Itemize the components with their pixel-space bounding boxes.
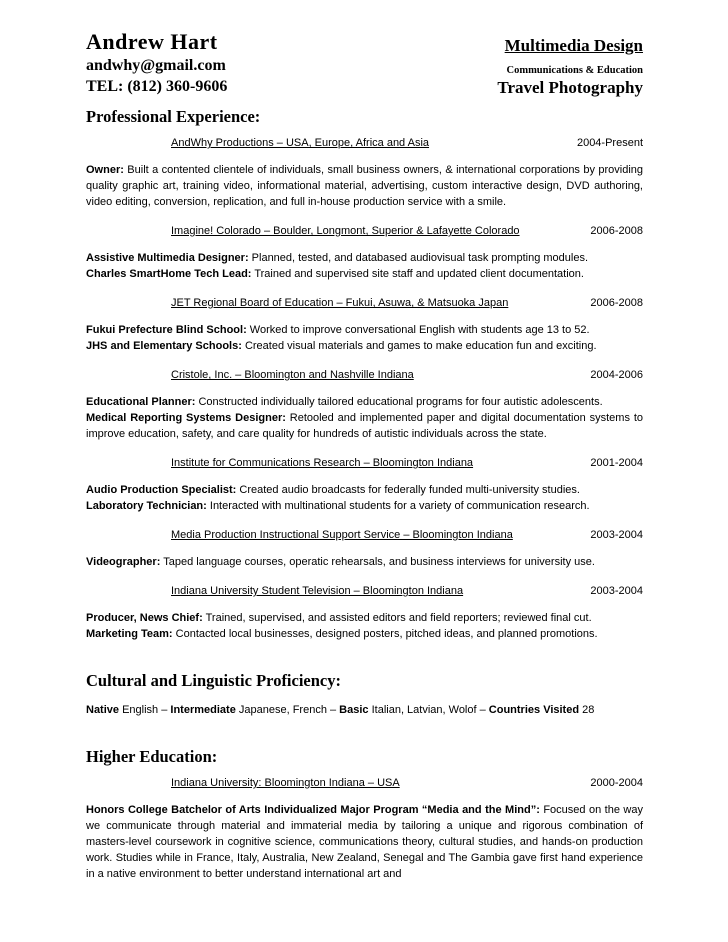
applicant-name: Andrew Hart	[86, 29, 218, 54]
job-org-row	[171, 584, 643, 598]
education-description	[86, 802, 643, 882]
job-org-row	[171, 456, 643, 470]
job-title: Medical Reporting Systems Designer:	[86, 412, 286, 424]
intermediate-label: Intermediate	[170, 704, 236, 716]
job-org-row	[171, 296, 643, 310]
job-duty	[86, 162, 643, 210]
job-org-row	[171, 528, 643, 542]
basic-value: Italian, Latvian, Wolof –	[368, 704, 489, 716]
basic-label: Basic	[339, 704, 369, 716]
job-description	[86, 250, 643, 282]
education-degree: Honors College Batchelor of Arts Individualized Major Program “Media and the Mind”:	[86, 804, 540, 816]
header-row-1	[86, 28, 643, 56]
education-org-row	[171, 776, 643, 790]
job-duty	[86, 410, 643, 442]
section-title-cultural: Cultural and Linguistic Proficiency:	[86, 671, 341, 690]
job-description	[86, 322, 643, 354]
job-years: 2004-2006	[590, 369, 643, 381]
job-title: Charles SmartHome Tech Lead:	[86, 268, 252, 280]
job-duty-text: Worked to improve conversational English with students age 13 to 52.	[246, 324, 590, 336]
job-description	[86, 610, 643, 642]
job-duty-text: Constructed individually tailored educational programs for four autistic adolescents.	[195, 396, 603, 408]
job-duty-text: Retooled and implemented paper and digital documentation systems to improve education, safety, and care quality for hundreds of autistic individuals across the state.	[86, 412, 643, 440]
job-duty-text: Interacted with multinational students for a variety of communication research.	[206, 500, 590, 512]
job-duty-text: Planned, tested, and databased audiovisual task prompting modules.	[248, 252, 588, 264]
job-duty-text: Trained and supervised site staff and updated client documentation.	[251, 268, 584, 280]
job-description	[86, 554, 643, 570]
job-organization: Institute for Communications Research – Bloomington Indiana	[171, 457, 474, 469]
job-organization: Indiana University Student Television – Bloomington Indiana	[171, 585, 464, 597]
job-duty	[86, 554, 643, 570]
section-title-education: Higher Education:	[86, 747, 218, 766]
job-title: Fukui Prefecture Blind School:	[86, 324, 247, 336]
job-duty-text: Built a contented clientele of individuals, small business owners, & international corporations by providing quality graphic art, training video, informational material, advertising, custom interactive design, DVD authoring, video editing, conversion, replication, and full in-house production service with a smile.	[86, 164, 643, 208]
job-duty	[86, 394, 643, 410]
education-org: Indiana University: Bloomington Indiana – USA	[171, 777, 400, 789]
header-row-3	[86, 76, 643, 98]
job-organization: Media Production Instructional Support Service – Bloomington Indiana	[171, 529, 513, 541]
job-years: 2006-2008	[590, 297, 643, 309]
job-duty	[86, 338, 643, 354]
section-title-experience: Professional Experience:	[86, 107, 261, 126]
education-years: 2000-2004	[590, 777, 643, 789]
applicant-phone: TEL: (812) 360-9606	[86, 78, 228, 95]
specialty-communications: Communications & Education	[506, 65, 643, 76]
job-years: 2001-2004	[590, 457, 643, 469]
job-years: 2006-2008	[590, 225, 643, 237]
job-description	[86, 162, 643, 210]
job-org-row	[171, 136, 643, 150]
job-duty	[86, 498, 643, 514]
job-title: Owner:	[86, 164, 124, 176]
job-org-row	[171, 368, 643, 382]
job-duty	[86, 266, 643, 282]
job-duty-text: Created visual materials and games to make education fun and exciting.	[241, 340, 597, 352]
job-organization: Cristole, Inc. – Bloomington and Nashville Indiana	[171, 369, 414, 381]
job-title: JHS and Elementary Schools:	[86, 340, 242, 352]
resume-page	[86, 28, 643, 882]
job-duty-text: Taped language courses, operatic rehearsals, and business interviews for university use.	[160, 556, 595, 568]
job-description	[86, 482, 643, 514]
job-duty-text: Created audio broadcasts for federally funded multi-university studies.	[236, 484, 580, 496]
job-org-row	[171, 224, 643, 238]
countries-label: Countries Visited	[488, 704, 580, 716]
applicant-email: andwhy@gmail.com	[86, 57, 226, 74]
job-title: Producer, News Chief:	[86, 612, 203, 624]
job-years: 2004-Present	[576, 137, 643, 149]
job-years: 2003-2004	[590, 529, 643, 541]
job-duty	[86, 610, 643, 626]
header-row-2	[86, 56, 643, 76]
job-duty	[86, 626, 643, 642]
job-title: Laboratory Technician:	[86, 500, 207, 512]
job-duty-text: Trained, supervised, and assisted editors and field reporters; reviewed final cut.	[202, 612, 592, 624]
job-title: Videographer:	[86, 556, 161, 568]
specialty-photography: Travel Photography	[497, 78, 643, 97]
job-organization: Imagine! Colorado – Boulder, Longmont, Superior & Lafayette Colorado	[171, 225, 520, 237]
specialty-multimedia: Multimedia Design	[504, 36, 643, 55]
language-proficiency	[86, 702, 643, 718]
job-duty	[86, 322, 643, 338]
intermediate-value: Japanese, French –	[235, 704, 340, 716]
job-organization: AndWhy Productions – USA, Europe, Africa and Asia	[171, 137, 430, 149]
education-text: Focused on the way we communicate through material and immaterial media by tailoring a unique and rigorous combination of masters-level coursework in cognitive science, communications theory, cultural studies, and hands-on production work. Studies while in France, Italy, Australia, New Zealand, Senegal and The Gambia gave first hand experience in a native environment to better understand international art and	[86, 804, 643, 880]
experience-list	[86, 136, 643, 642]
native-value: English –	[119, 704, 171, 716]
job-title: Educational Planner:	[86, 396, 196, 408]
job-years: 2003-2004	[590, 585, 643, 597]
job-duty-text: Contacted local businesses, designed posters, pitched ideas, and planned promotions.	[172, 628, 598, 640]
job-title: Assistive Multimedia Designer:	[86, 252, 249, 264]
job-duty	[86, 482, 643, 498]
job-title: Marketing Team:	[86, 628, 173, 640]
job-description	[86, 394, 643, 442]
native-label: Native	[86, 704, 120, 716]
job-title: Audio Production Specialist:	[86, 484, 237, 496]
job-duty	[86, 250, 643, 266]
job-organization: JET Regional Board of Education – Fukui, Asuwa, & Matsuoka Japan	[171, 297, 509, 309]
countries-value: 28	[579, 704, 595, 716]
